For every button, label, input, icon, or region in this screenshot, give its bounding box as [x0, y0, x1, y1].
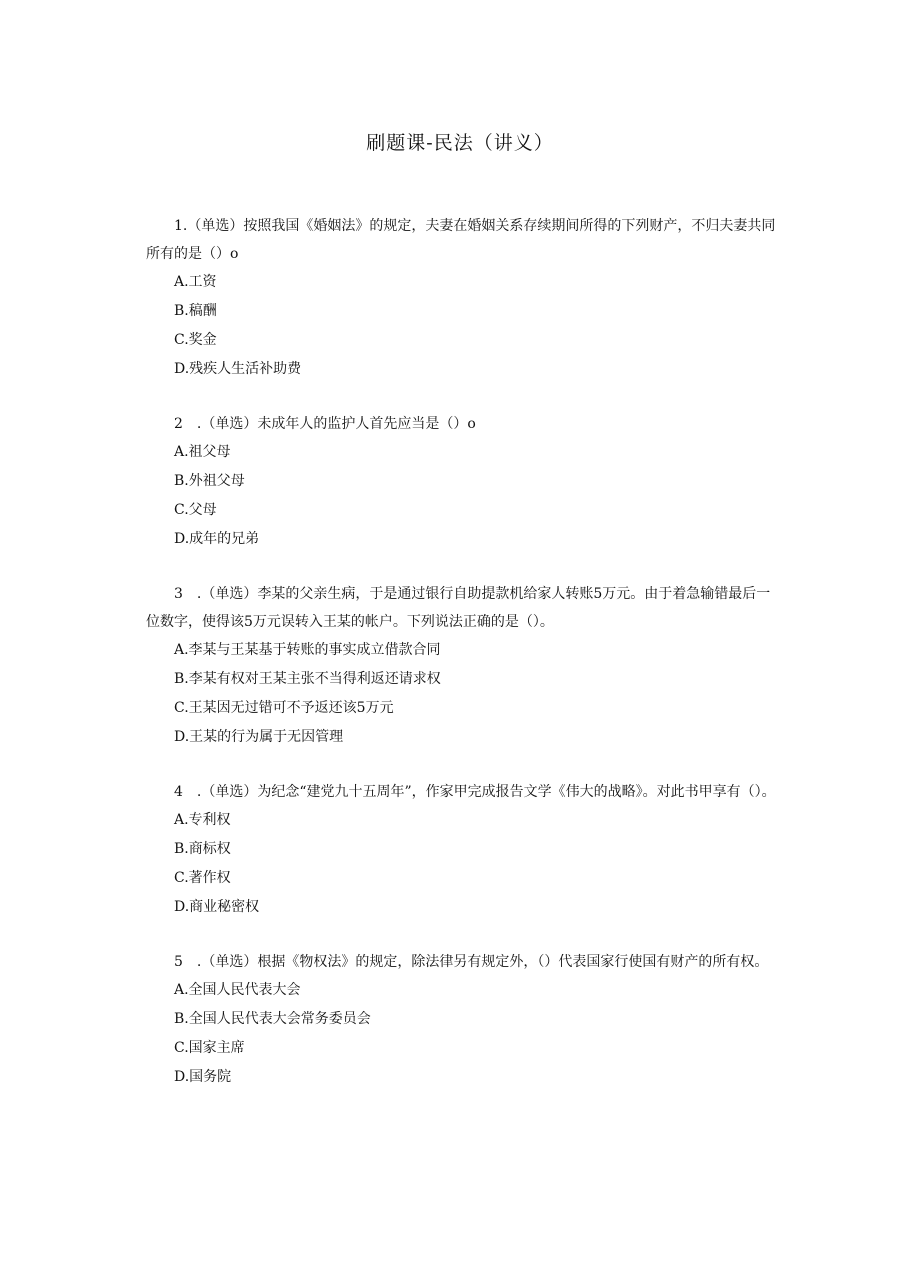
question-5 — [146, 948, 782, 1092]
option-a: A.祖父母 — [174, 444, 231, 460]
option-a: A.专利权 — [174, 812, 231, 828]
option-c: C.奖金 — [174, 332, 217, 348]
option-c: C.国家主席 — [174, 1040, 245, 1056]
option-a: A.全国人民代表大会 — [174, 982, 301, 998]
option-a: A.工资 — [174, 274, 217, 290]
question-3 — [146, 580, 782, 752]
option-a: A.李某与王某基于转账的事实成立借款合同 — [174, 642, 441, 658]
option-c: C.王某因无过错可不予返还该5万元 — [174, 700, 394, 716]
question-stem: 3 .（单选）李某的父亲生病，于是通过银行自助提款机给家人转账5万元。由于着急输错最后一位数字，使得该5万元误转入王某的帐户。下列说法正确的是（）。 — [146, 586, 771, 630]
question-stem: 5 .（单选）根据《物权法》的规定，除法律另有规定外，（）代表国家行使国有财产的所有权。 — [174, 954, 769, 970]
option-b: B.全国人民代表大会常务委员会 — [174, 1011, 371, 1027]
option-c: C.著作权 — [174, 870, 231, 886]
option-b: B.外祖父母 — [174, 473, 245, 489]
option-c: C.父母 — [174, 502, 217, 518]
option-d: D.国务院 — [174, 1069, 232, 1085]
question-stem: 2 .（单选）未成年人的监护人首先应当是（）o — [174, 416, 476, 432]
question-list — [146, 212, 782, 1118]
option-d: D.残疾人生活补助费 — [174, 361, 302, 377]
option-d: D.商业秘密权 — [174, 899, 260, 915]
option-b: B.商标权 — [174, 841, 231, 857]
question-stem: 1.（单选）按照我国《婚姻法》的规定，夫妻在婚姻关系存续期间所得的下列财产，不归夫妻共同所有的是（）o — [146, 218, 776, 262]
option-b: B.李某有权对王某主张不当得利返还请求权 — [174, 671, 441, 687]
option-d: D.王某的行为属于无因管理 — [174, 729, 344, 745]
question-2 — [146, 410, 782, 554]
question-1 — [146, 212, 782, 384]
question-stem: 4 .（单选）为纪念“建党九十五周年”，作家甲完成报告文学《伟大的战略》。对此书甲享有（）。 — [174, 784, 776, 800]
question-4 — [146, 778, 782, 922]
page-title: 刷题课-民法（讲义） — [366, 132, 554, 154]
option-d: D.成年的兄弟 — [174, 531, 260, 547]
option-b: B.稿酬 — [174, 303, 217, 319]
